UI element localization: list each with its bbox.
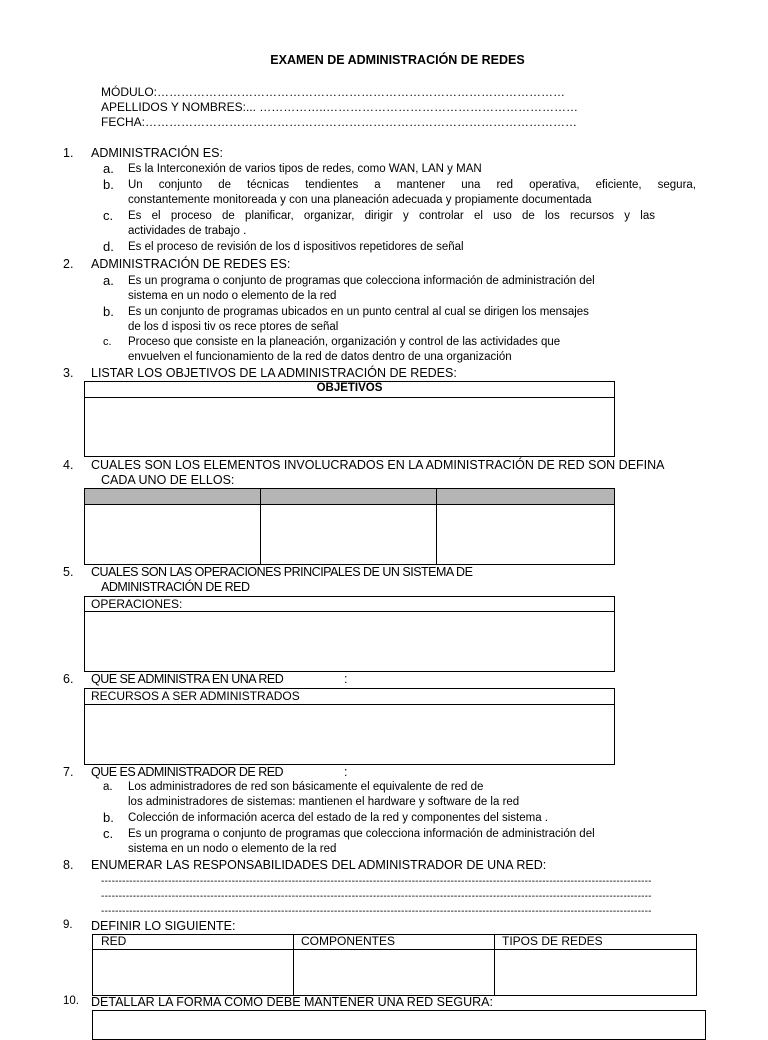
question-8-text: ENUMERAR LAS RESPONSABILIDADES DEL ADMINISTRADOR DE UNA RED: (91, 858, 547, 872)
option-letter: a. (103, 781, 113, 793)
question-number: 8. (63, 858, 74, 872)
question-4-text: CADA UNO DE ELLOS: (101, 473, 235, 487)
question-5-text: ADMINISTRACIÓN DE RED (101, 580, 250, 594)
question-number: 10. (63, 995, 79, 1007)
option-letter: a. (103, 161, 114, 176)
option-text: envuelven el funcionamiento de la red de datos dentro de una organización (128, 351, 512, 363)
security-answer-box[interactable] (92, 1010, 706, 1040)
question-number: 1. (63, 146, 74, 160)
question-4-text: CUALES SON LOS ELEMENTOS INVOLUCRADOS EN LA ADMINISTRACIÓN DE RED SON DEFINA (91, 458, 665, 472)
question-6-text: QUE SE ADMINISTRA EN UNA RED (91, 672, 284, 686)
question-number: 4. (63, 458, 74, 472)
option-text: Un conjunto de técnicas tendientes a mantener una red operativa, eficiente, segura, (128, 179, 696, 191)
answer-line[interactable]: ------------------------------------------------------------------------------------------------------------------------------------------------------------ (101, 906, 652, 917)
answer-line[interactable]: ------------------------------------------------------------------------------------------------------------------------------------------------------------ (101, 876, 652, 887)
option-text: sistema en un nodo o elemento de la red (128, 290, 337, 302)
question-number: 3. (63, 366, 74, 380)
objectives-header: OBJETIVOS (316, 382, 383, 394)
question-number: 6. (63, 672, 74, 686)
elements-table[interactable] (84, 488, 615, 565)
question-10-text: DETALLAR LA FORMA COMO DEBE MANTENER UNA RED SEGURA: (91, 995, 493, 1009)
option-text: Es el proceso de planificar, organizar, dirigir y controlar el uso de los recursos y las (128, 210, 655, 222)
answer-line[interactable]: ------------------------------------------------------------------------------------------------------------------------------------------------------------ (101, 891, 652, 902)
question-9-text: DEFINIR LO SIGUIENTE: (91, 919, 236, 933)
option-text: los administradores de sistemas: mantienen el hardware y software de la red (128, 796, 520, 808)
question-number: 5. (63, 565, 74, 579)
option-letter: c. (103, 208, 114, 223)
option-text: sistema en un nodo o elemento de la red (128, 843, 337, 855)
option-letter: c. (103, 336, 112, 348)
option-text: Colección de información acerca del estado de la red y componentes del sistema . (128, 812, 548, 824)
question-7-colon: : (344, 765, 348, 779)
option-text: Los administradores de red son básicamente el equivalente de red de (128, 781, 484, 793)
question-5-text: CUALES SON LAS OPERACIONES PRINCIPALES DE UN SISTEMA DE (91, 565, 473, 579)
option-letter: a. (103, 273, 114, 288)
module-field: MÓDULO:………………………………………………………………………………………… (101, 85, 566, 99)
question-2-text: ADMINISTRACIÓN DE REDES ES: (91, 257, 291, 271)
resources-header: RECURSOS A SER ADMINISTRADOS (91, 689, 300, 703)
column-header-componentes: COMPONENTES (301, 934, 396, 948)
option-text: Es un programa o conjunto de programas que colecciona información de administración del (128, 275, 595, 287)
option-letter: b. (103, 304, 114, 319)
question-number: 9. (63, 919, 73, 931)
column-header-tipos: TIPOS DE REDES (502, 934, 603, 948)
option-text: Es la Interconexión de varios tipos de redes, como WAN, LAN y MAN (128, 163, 482, 175)
option-letter: d. (103, 239, 114, 254)
question-6-colon: : (344, 672, 348, 686)
question-3-text: LISTAR LOS OBJETIVOS DE LA ADMINISTRACIÓN DE REDES: (91, 366, 457, 380)
question-1-text: ADMINISTRACIÓN ES: (91, 146, 223, 160)
option-text: constantemente monitoreada y con una planeación adecuada y propiamente documentada (128, 194, 592, 206)
option-text: Proceso que consiste en la planeación, organización y control de las actividades que (128, 336, 561, 348)
names-field: APELLIDOS Y NOMBRES:... ……………..……………………………………………………… (101, 100, 578, 114)
page-title: EXAMEN DE ADMINISTRACIÓN DE REDES (270, 53, 525, 67)
operations-header: OPERACIONES: (91, 597, 183, 611)
question-number: 7. (63, 765, 74, 779)
date-field: FECHA:……………………………………………………………………………………………… (101, 115, 578, 129)
option-text: Es el proceso de revisión de los d ispositivos repetidores de señal (128, 241, 464, 253)
option-letter: b. (103, 177, 114, 192)
option-text: Es un conjunto de programas ubicados en un punto central al cual se dirigen los mensajes (128, 306, 589, 318)
option-letter: b. (103, 810, 114, 825)
option-text: de los d isposi tiv os rece ptores de señal (128, 321, 339, 333)
column-header-red: RED (101, 934, 127, 948)
option-letter: c. (103, 826, 114, 841)
option-text: actividades de trabajo . (128, 225, 247, 237)
option-text: Es un programa o conjunto de programas que colecciona información de administración del (128, 828, 595, 840)
question-number: 2. (63, 257, 74, 271)
question-7-text: QUE ES ADMINISTRADOR DE RED (91, 765, 284, 779)
